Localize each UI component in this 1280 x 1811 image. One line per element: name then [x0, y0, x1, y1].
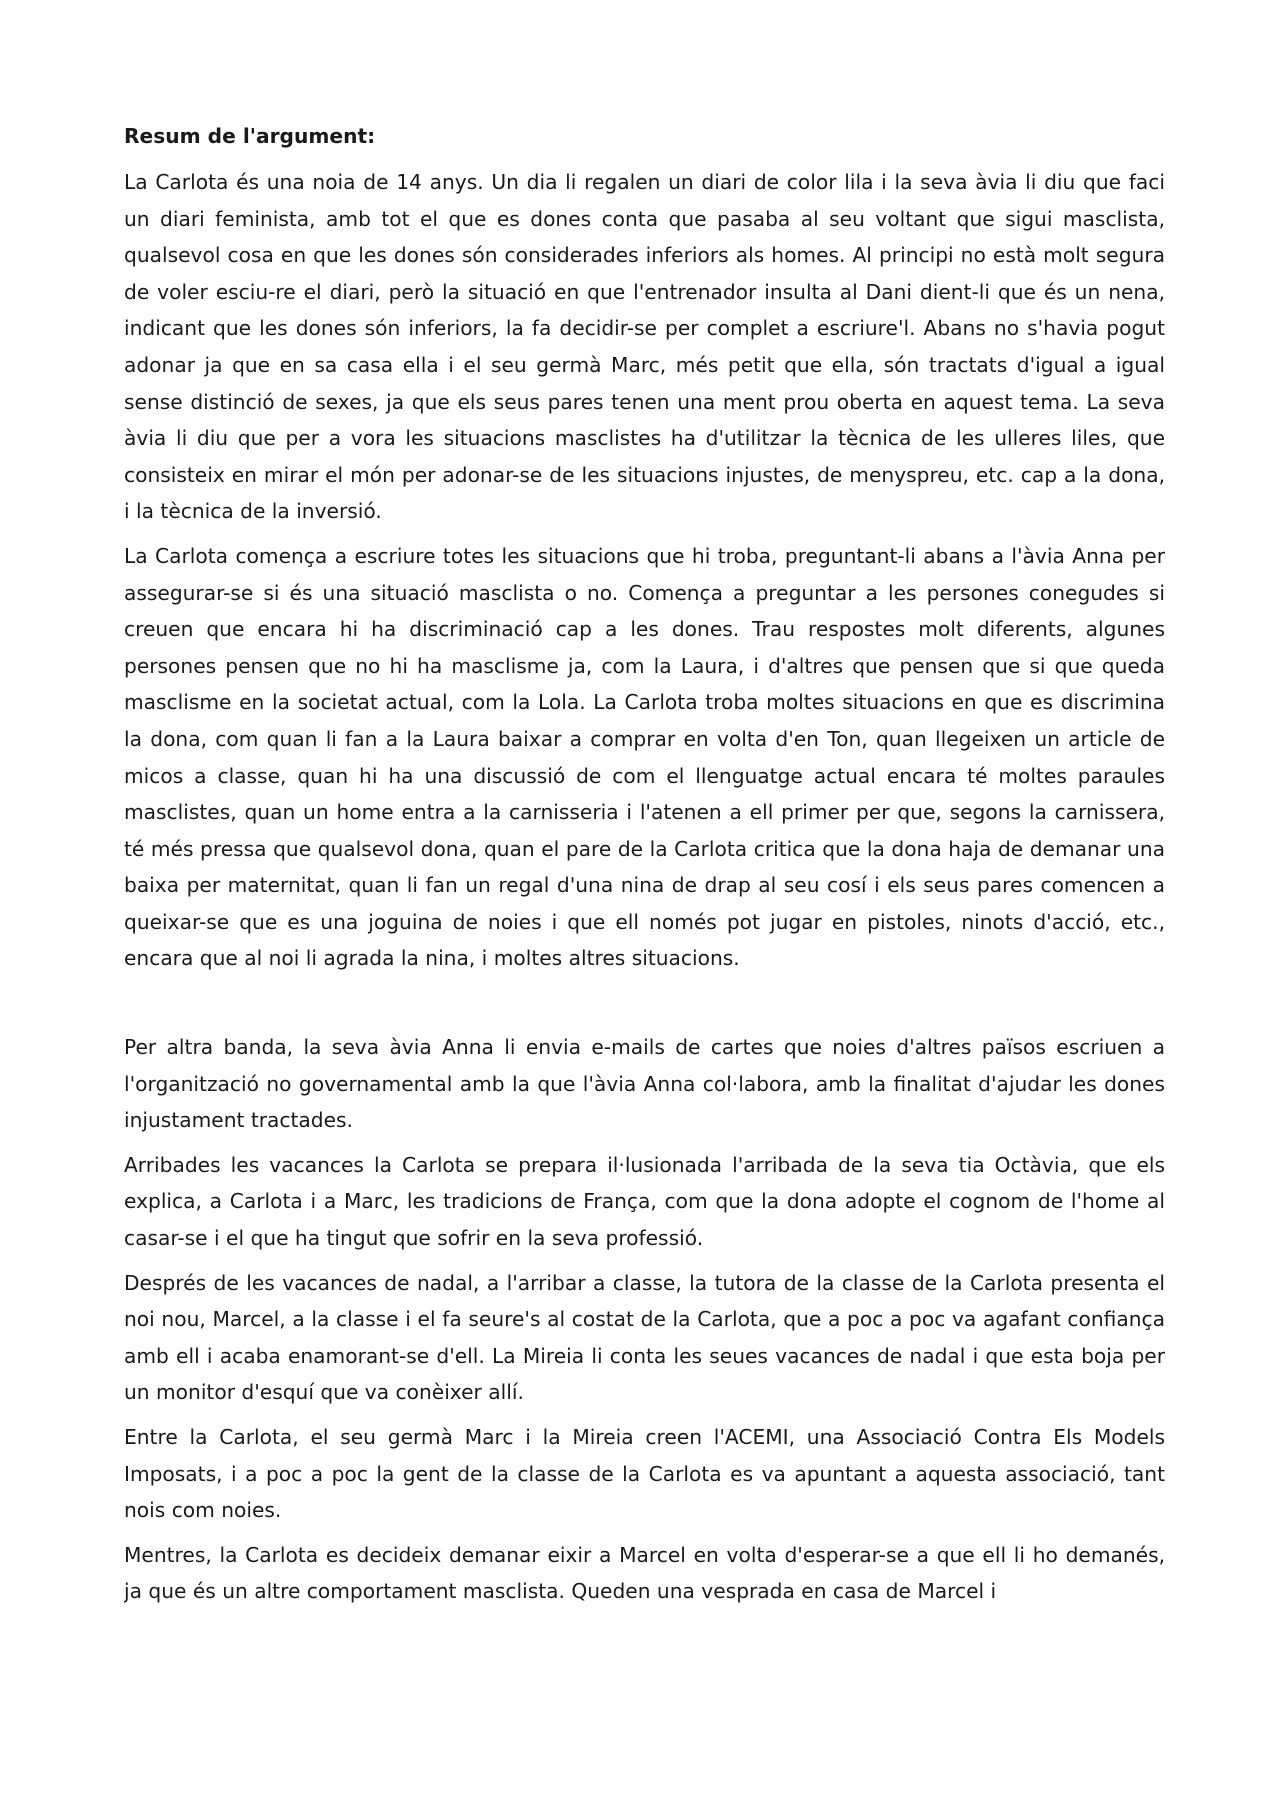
paragraph-4: Arribades les vacances la Carlota se prepara il·lusionada l'arribada de la seva tia Octàvia, que els explica, a Carlota i a Marc, les tradicions de França, com que la dona adopte el cognom de l'home al casar-se i el que ha tingut que sofrir en la seva professió. [124, 1152, 1165, 1251]
document-heading: Resum de l'argument: [124, 124, 376, 148]
paragraph-7: Mentres, la Carlota es decideix demanar eixir a Marcel en volta d'esperar-se a que ell li ho demanés, ja que és un altre comportament masclista. Queden una vesprada en casa de Marcel i [124, 1542, 1165, 1604]
paragraph-6: Entre la Carlota, el seu germà Marc i la Mireia creen l'ACEMI, una Associació Contra Els Models Imposats, i a poc a poc la gent de la classe de la Carlota es va apuntant a aquesta associació, tant nois com noies. [124, 1425, 1165, 1523]
paragraph-1: La Carlota és una noia de 14 anys. Un dia li regalen un diari de color lila i la seva àvia li diu que faci un diari feminista, amb tot el que es dones conta que pasaba al seu voltant que sigui masclista, qualsevol cosa en que les dones són considerades inferiors als homes. Al principi no està molt segura de voler esciu-re el diari, però la situació en que l'entrenador insulta al Dani dient-li que és un nena, indicant que les dones són inferiors, la fa decidir-se per complet a escriure'l. Abans no s'havia pogut adonar ja que en sa casa ella i el seu germà Marc, més petit que ella, són tractats d'igual a igual sense distinció de sexes, ja que els seus pares tenen una ment prou oberta en aquest tema. La seva àvia li diu que per a vora les situacions masclistes ha d'utilitzar la tècnica de les ulleres liles, que consisteix en mirar el món per adonar-se de les situacions injustes, de menyspreu, etc. cap a la dona, i la tècnica de la inversió. [124, 170, 1165, 524]
paragraph-3: Per altra banda, la seva àvia Anna li envia e-mails de cartes que noies d'altres països escriuen a l'organització no governamental amb la que l'àvia Anna col·labora, amb la finalitat d'ajudar les dones injustament tractades. [124, 1035, 1165, 1133]
paragraph-5: Després de les vacances de nadal, a l'arribar a classe, la tutora de la classe de la Carlota presenta el noi nou, Marcel, a la classe i el fa seure's al costat de la Carlota, que a poc a poc va agafant confiança amb ell i acaba enamorant-se d'ell. La Mireia li conta les seues vacances de nadal i que esta boja per un monitor d'esquí que va conèixer allí. [124, 1270, 1165, 1405]
paragraph-2: La Carlota comença a escriure totes les situacions que hi troba, preguntant-li abans a l'àvia Anna per assegurar-se si és una situació masclista o no. Comença a preguntar a les persones conegudes si creuen que encara hi ha discriminació cap a les dones. Trau respostes molt diferents, algunes persones pensen que no hi ha masclisme ja, com la Laura, i d'altres que pensen que si que queda masclisme en la societat actual, com la Lola. La Carlota troba moltes situacions en que es discrimina la dona, com quan li fan a la Laura baixar a comprar en volta d'en Ton, quan llegeixen un article de micos a classe, quan hi ha una discussió de com el llenguatge actual encara té moltes paraules masclistes, quan un home entra a la carnisseria i l'atenen a ell primer per que, segons la carnissera, té més pressa que qualsevol dona, quan el pare de la Carlota critica que la dona haja de demanar una baixa per maternitat, quan li fan un regal d'una nina de drap al seu cosí i els seus pares comencen a queixar-se que es una joguina de noies i que ell només pot jugar en pistoles, ninots d'acció, etc., encara que al noi li agrada la nina, i moltes altres situacions. [124, 543, 1165, 971]
document-page [124, 118, 1165, 1768]
